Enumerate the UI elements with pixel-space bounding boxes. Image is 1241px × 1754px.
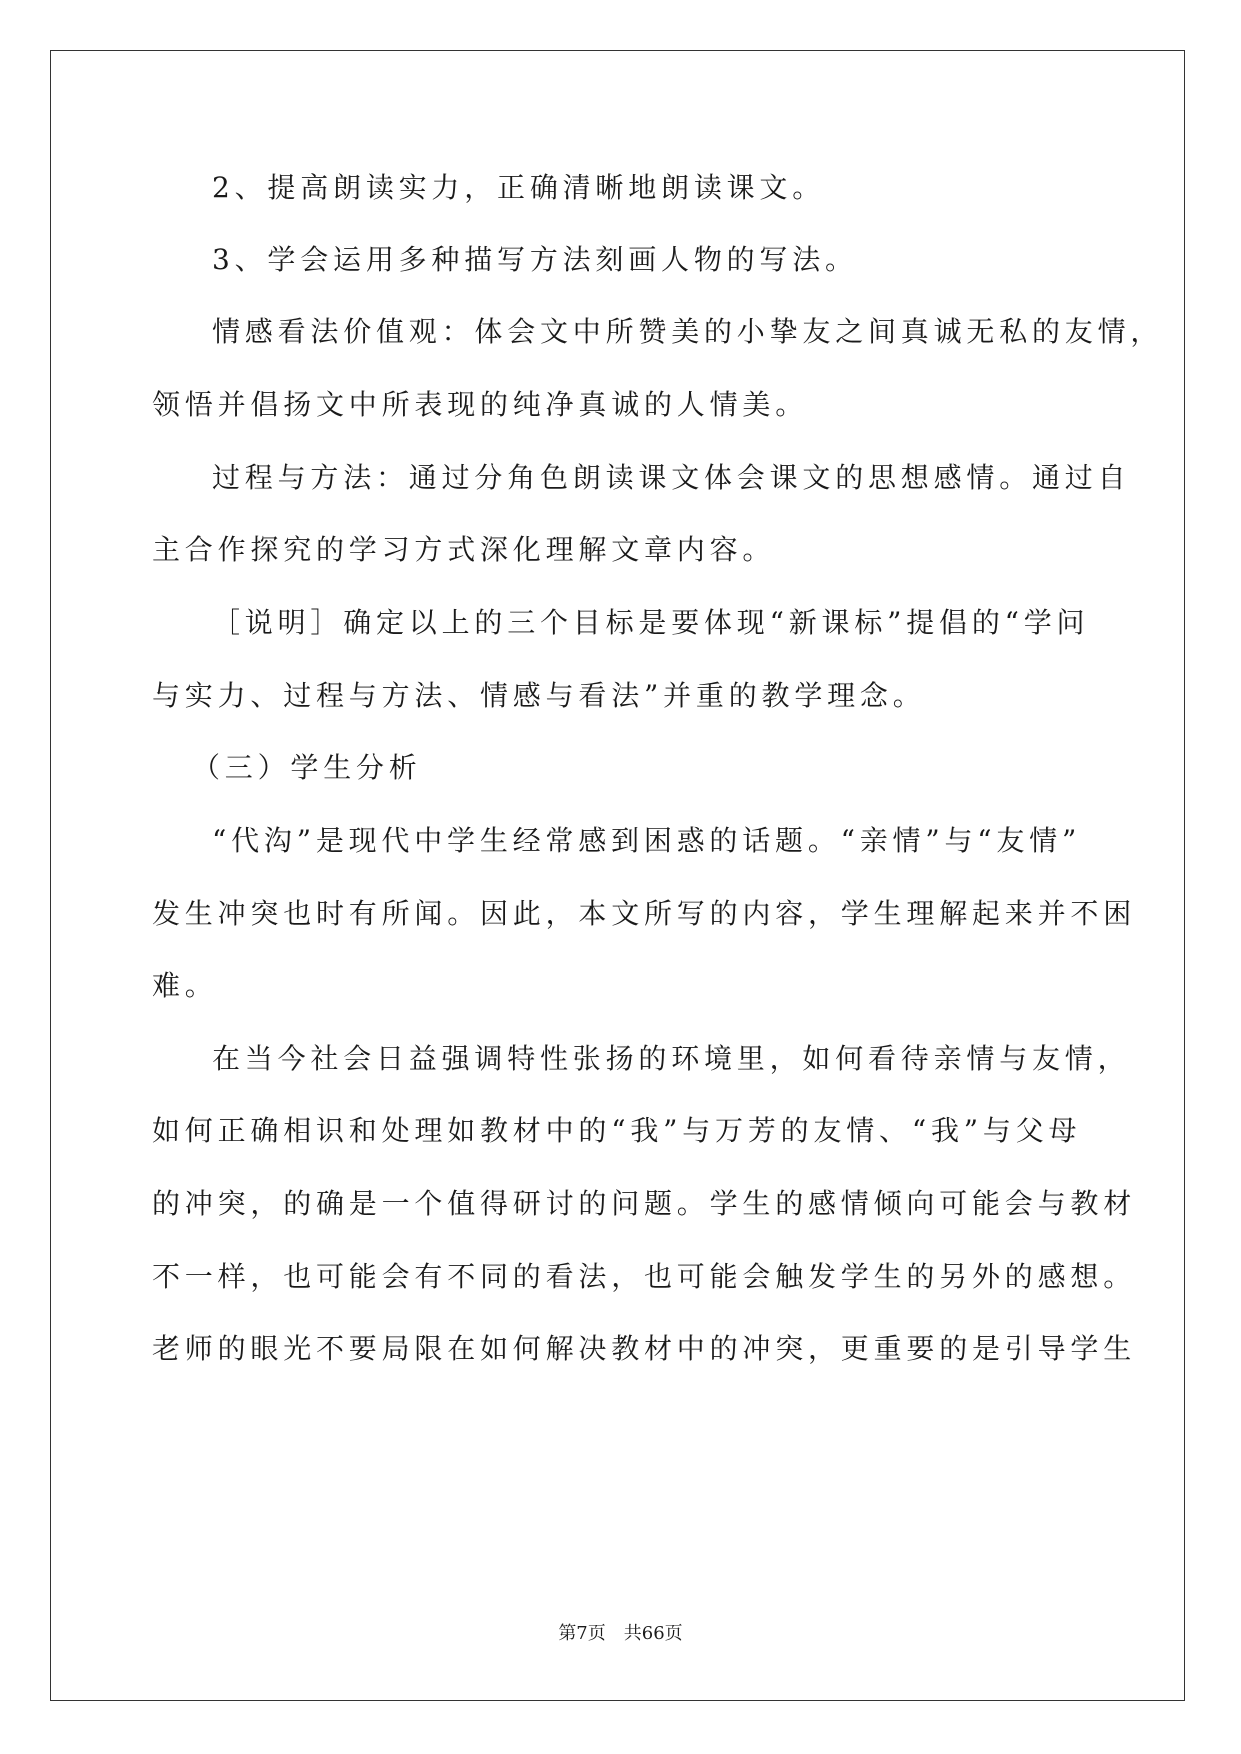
text-line: 如何正确相识和处理如教材中的“我”与万芳的友情、“我”与父母 [152, 1114, 1082, 1147]
text-line: 情感看法价值观：体会文中所赞美的小挚友之间真诚无私的友情， [212, 315, 1164, 348]
text-line: 主合作探究的学习方式深化理解文章内容。 [152, 533, 776, 566]
text-line: ［说明］确定以上的三个目标是要体现“新课标”提倡的“学问 [212, 606, 1090, 639]
text-line: 2、提高朗读实力，正确清晰地朗读课文。 [212, 171, 826, 204]
text-line: 与实力、过程与方法、情感与看法”并重的教学理念。 [152, 679, 926, 712]
page-border [50, 50, 1185, 1701]
section-heading: （三）学生分析 [192, 751, 422, 784]
page-footer: 第7页 共66页 [558, 1623, 683, 1644]
text-line: 过程与方法：通过分角色朗读课文体会课文的思想感情。通过自 [212, 461, 1131, 494]
text-line: 3、学会运用多种描写方法刻画人物的写法。 [212, 243, 858, 276]
text-line: 在当今社会日益强调特性张扬的环境里，如何看待亲情与友情， [212, 1042, 1131, 1075]
text-line: 发生冲突也时有所闻。因此，本文所写的内容，学生理解起来并不困 [152, 897, 1137, 930]
text-line: 的冲突，的确是一个值得研讨的问题。学生的感情倾向可能会与教材 [152, 1187, 1137, 1220]
text-line: 不一样，也可能会有不同的看法，也可能会触发学生的另外的感想。 [152, 1260, 1137, 1293]
text-line: 难。 [152, 969, 218, 1002]
text-line: 领悟并倡扬文中所表现的纯净真诚的人情美。 [152, 388, 809, 421]
text-line: 老师的眼光不要局限在如何解决教材中的冲突，更重要的是引导学生 [152, 1332, 1137, 1365]
text-line: “代沟”是现代中学生经常感到困惑的话题。“亲情”与“友情” [212, 824, 1082, 857]
